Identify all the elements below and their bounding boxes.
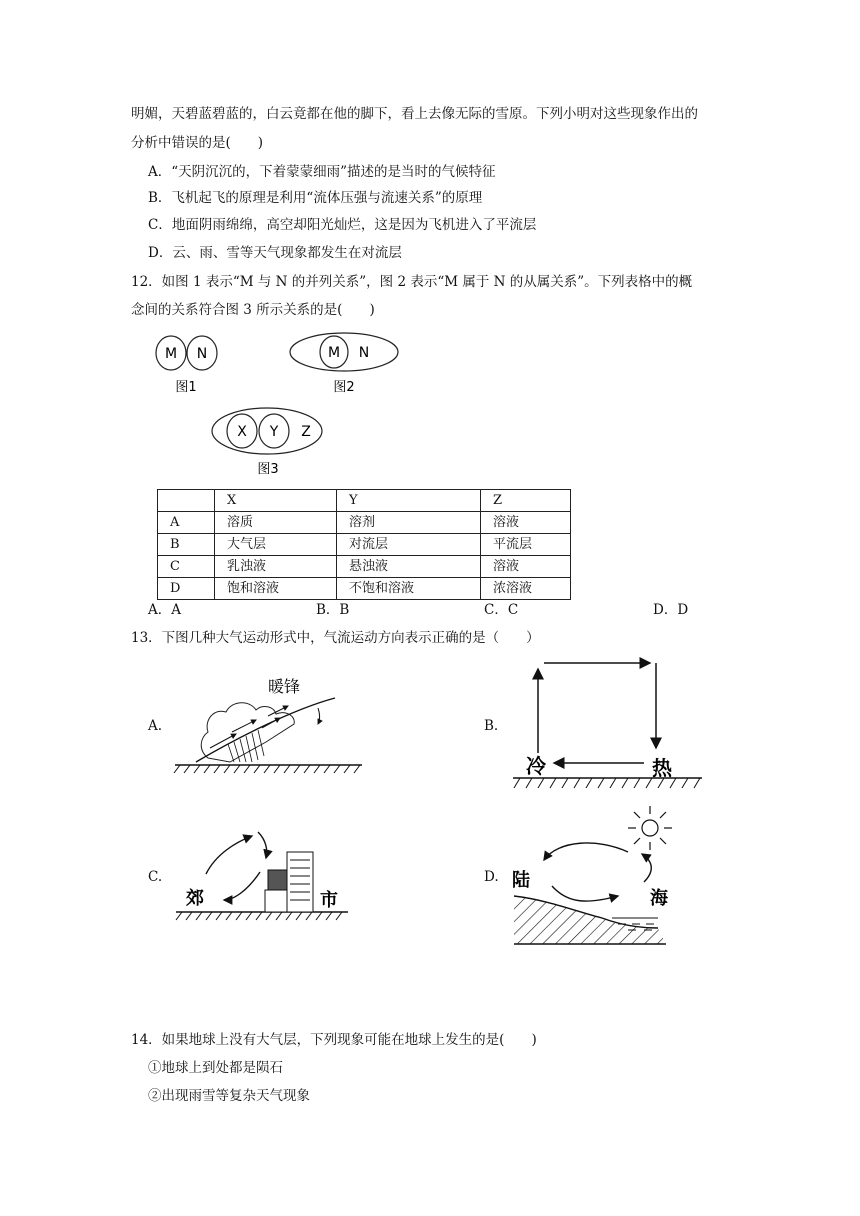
fig-b-hot-label: 热 [652, 756, 672, 780]
table-row [158, 512, 571, 534]
q12-answer-a: A．A [148, 602, 181, 618]
table-cell: 饱和溶液 [215, 578, 337, 600]
fig3-x-label: X [237, 424, 247, 440]
table-cell: 溶质 [215, 512, 337, 534]
q13-option-d-label: D. [484, 869, 499, 885]
fig3-z-label: Z [301, 424, 311, 440]
q12-answer-b: B．B [316, 602, 350, 618]
q11-option-d: D．云、雨、雪等天气现象都发生在对流层 [148, 245, 402, 261]
table-cell: B [158, 534, 215, 556]
q14-item-1: ①地球上到处都是陨石 [148, 1060, 283, 1076]
table-cell: 对流层 [337, 534, 481, 556]
fig1-caption: 图1 [175, 380, 197, 395]
fig-d-sea-label: 海 [650, 888, 668, 909]
relation-figures [150, 330, 420, 480]
q13-figure-c-urban-circulation [172, 820, 352, 930]
q13-option-b-label: B. [484, 718, 499, 734]
table-row [158, 556, 571, 578]
fig-b-cold-label: 冷 [526, 754, 546, 778]
table-cell: 浓溶液 [481, 578, 571, 600]
figure-1 [156, 336, 217, 395]
fig-a-title: 暖锋 [268, 677, 301, 696]
table-row [158, 578, 571, 600]
q11-stem-line1: 明媚，天碧蓝碧蓝的，白云竟都在他的脚下，看上去像无际的雪原。下列小明对这些现象作出的 [131, 106, 698, 122]
q13-figure-d-land-sea-breeze [508, 800, 688, 950]
table-header-row [158, 490, 571, 512]
table-cell: C [158, 556, 215, 578]
q11-option-b: B．飞机起飞的原理是利用“流体压强与流速关系”的原理 [148, 190, 483, 206]
fig-d-land-label: 陆 [512, 870, 530, 891]
fig2-n-label: N [358, 345, 370, 361]
table-cell: 平流层 [481, 534, 571, 556]
fig-c-suburb-label: 郊 [186, 888, 204, 909]
table-row [158, 534, 571, 556]
table-cell: A [158, 512, 215, 534]
table-cell: X [215, 490, 337, 512]
q11-stem-line2: 分析中错误的是( ) [131, 135, 264, 151]
table-cell: 不饱和溶液 [337, 578, 481, 600]
table-cell: 大气层 [215, 534, 337, 556]
q14-item-2: ②出现雨雪等复杂天气现象 [148, 1088, 310, 1104]
q14-stem: 14．如果地球上没有大气层，下列现象可能在地球上发生的是( ) [131, 1032, 537, 1048]
fig1-n-label: N [196, 346, 208, 362]
q13-option-a-label: A. [148, 718, 163, 734]
fig3-caption: 图3 [257, 462, 279, 477]
table-cell: 溶液 [481, 556, 571, 578]
q11-option-a: A．“天阴沉沉的，下着蒙蒙细雨”描述的是当时的气候特征 [148, 164, 496, 180]
table-cell [158, 490, 215, 512]
fig2-m-label: M [327, 345, 341, 361]
fig-c-city-label: 市 [320, 890, 338, 911]
q12-stem-line2: 念间的关系符合图 3 所示关系的是( ) [131, 302, 375, 318]
table-cell: 溶剂 [337, 512, 481, 534]
table-cell: D [158, 578, 215, 600]
table-cell: 悬浊液 [337, 556, 481, 578]
relation-table [157, 489, 571, 600]
q13-stem: 13．下图几种大气运动形式中，气流运动方向表示正确的是（ ） [131, 630, 540, 646]
q12-answer-c: C．C [484, 602, 519, 618]
q13-figure-b-thermal-circulation [510, 655, 710, 795]
table-cell: Y [337, 490, 481, 512]
q12-stem-line1: 12．如图 1 表示“M 与 N 的并列关系”，图 2 表示“M 属于 N 的从属关系”。下列表格中的概 [131, 274, 693, 290]
figure-2 [290, 333, 398, 395]
figure-3 [212, 408, 322, 477]
table-cell: 溶液 [481, 512, 571, 534]
table-cell: Z [481, 490, 571, 512]
q13-figure-a-warm-front [170, 670, 370, 780]
table-cell: 乳浊液 [215, 556, 337, 578]
fig1-m-label: M [164, 346, 178, 362]
q11-option-c: C．地面阴雨绵绵，高空却阳光灿烂，这是因为飞机进入了平流层 [148, 217, 537, 233]
fig3-y-label: Y [269, 424, 279, 440]
q13-option-c-label: C. [148, 869, 163, 885]
q12-answer-d: D．D [653, 602, 689, 618]
fig2-caption: 图2 [333, 380, 355, 395]
